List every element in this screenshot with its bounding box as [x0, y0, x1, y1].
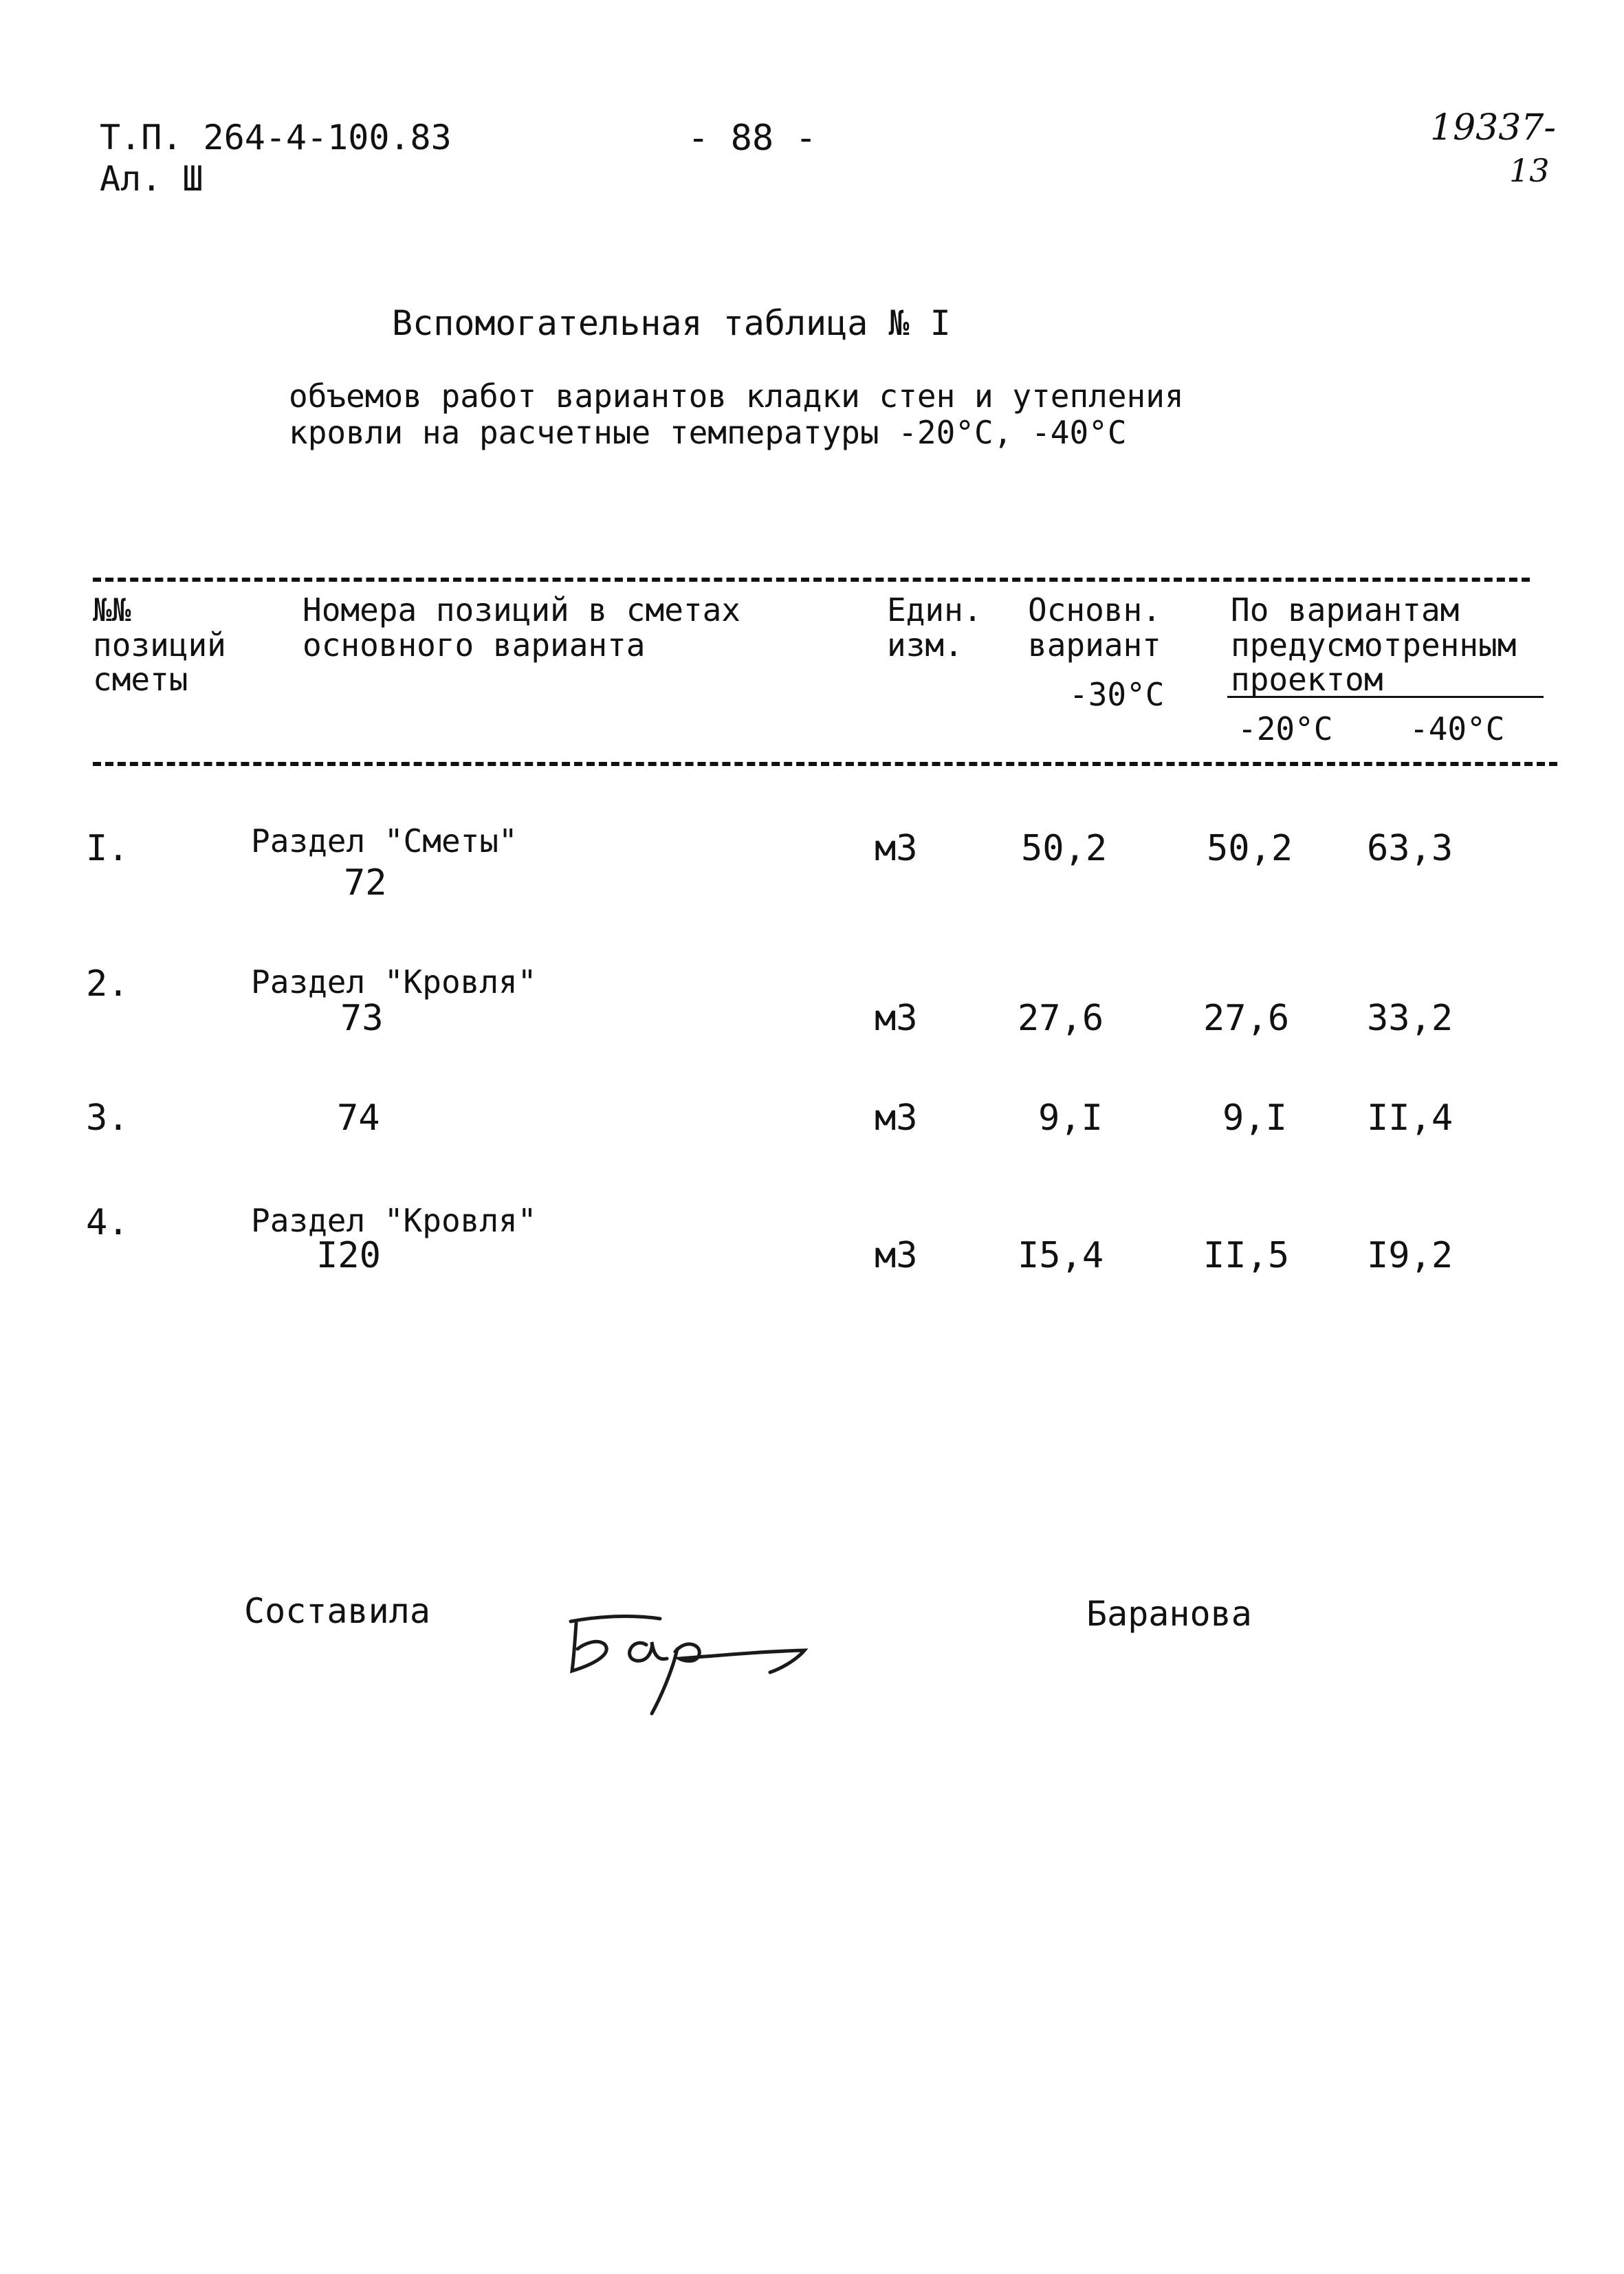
row-4-position: I20: [316, 1235, 381, 1276]
document-code: Т.П. 264-4-100.83: [100, 118, 452, 157]
row-4-base: I5,4: [1018, 1235, 1104, 1276]
archive-subnumber: 13: [1509, 152, 1550, 189]
header-variant-minus40: -40°С: [1409, 710, 1505, 747]
header-base-temperature: -30°С: [1069, 676, 1165, 713]
table-header-rule: [93, 762, 1557, 766]
handwritten-signature: [557, 1595, 832, 1719]
row-3-unit: м3: [875, 1097, 918, 1139]
row-1-position: 72: [344, 862, 387, 904]
row-4-number: 4.: [86, 1202, 129, 1243]
row-1-variant-minus20: 50,2: [1207, 828, 1293, 869]
row-2-position: 73: [340, 998, 384, 1039]
header-variants: По вариантам предусмотренным проектом: [1231, 591, 1517, 699]
row-1-variant-minus40: 63,3: [1367, 828, 1453, 869]
table-subtitle: [289, 378, 1184, 451]
compiler-name: Баранова: [1086, 1594, 1252, 1634]
page-number: - 88 -: [688, 118, 817, 159]
archive-number: 19337-: [1430, 107, 1556, 149]
row-3-position: 74: [337, 1097, 380, 1139]
subtitle-line-1: объемов работ вариантов кладки стен и утепления: [289, 378, 1184, 415]
header-position-number: №№ позиций сметы: [93, 591, 226, 699]
row-1-number: I.: [86, 828, 129, 869]
sheet-label: Ал. Ш: [100, 159, 204, 199]
subtitle-line-2: кровли на расчетные температуры -20°С, -40°С: [289, 413, 1127, 451]
row-1-base: 50,2: [1021, 828, 1108, 869]
header-base-variant: Основн. вариант: [1028, 591, 1161, 664]
row-1-section: Раздел "Сметы": [251, 822, 518, 860]
compiled-by-label: Составила: [244, 1591, 430, 1631]
row-2-variant-minus40: 33,2: [1367, 998, 1453, 1039]
row-2-section: Раздел "Кровля": [251, 963, 537, 1001]
row-2-variant-minus20: 27,6: [1203, 998, 1290, 1039]
row-3-variant-minus20: 9,I: [1222, 1097, 1287, 1139]
row-2-number: 2.: [86, 963, 129, 1005]
row-1-unit: м3: [875, 828, 918, 869]
row-3-variant-minus40: II,4: [1367, 1097, 1453, 1139]
row-3-base: 9,I: [1038, 1097, 1103, 1139]
row-4-variant-minus40: I9,2: [1367, 1235, 1453, 1276]
row-2-unit: м3: [875, 998, 918, 1039]
header-position-names: Номера позиций в сметах основного варианта: [303, 591, 740, 664]
header-variant-minus20: -20°С: [1238, 710, 1333, 747]
table-top-rule: [93, 578, 1530, 582]
header-unit: Един. изм.: [887, 591, 983, 664]
row-4-section: Раздел "Кровля": [251, 1202, 537, 1239]
row-4-variant-minus20: II,5: [1203, 1235, 1290, 1276]
row-4-unit: м3: [875, 1235, 918, 1276]
row-2-base: 27,6: [1018, 998, 1104, 1039]
row-3-number: 3.: [86, 1097, 129, 1139]
table-title: Вспомогательная таблица № I: [392, 303, 951, 343]
